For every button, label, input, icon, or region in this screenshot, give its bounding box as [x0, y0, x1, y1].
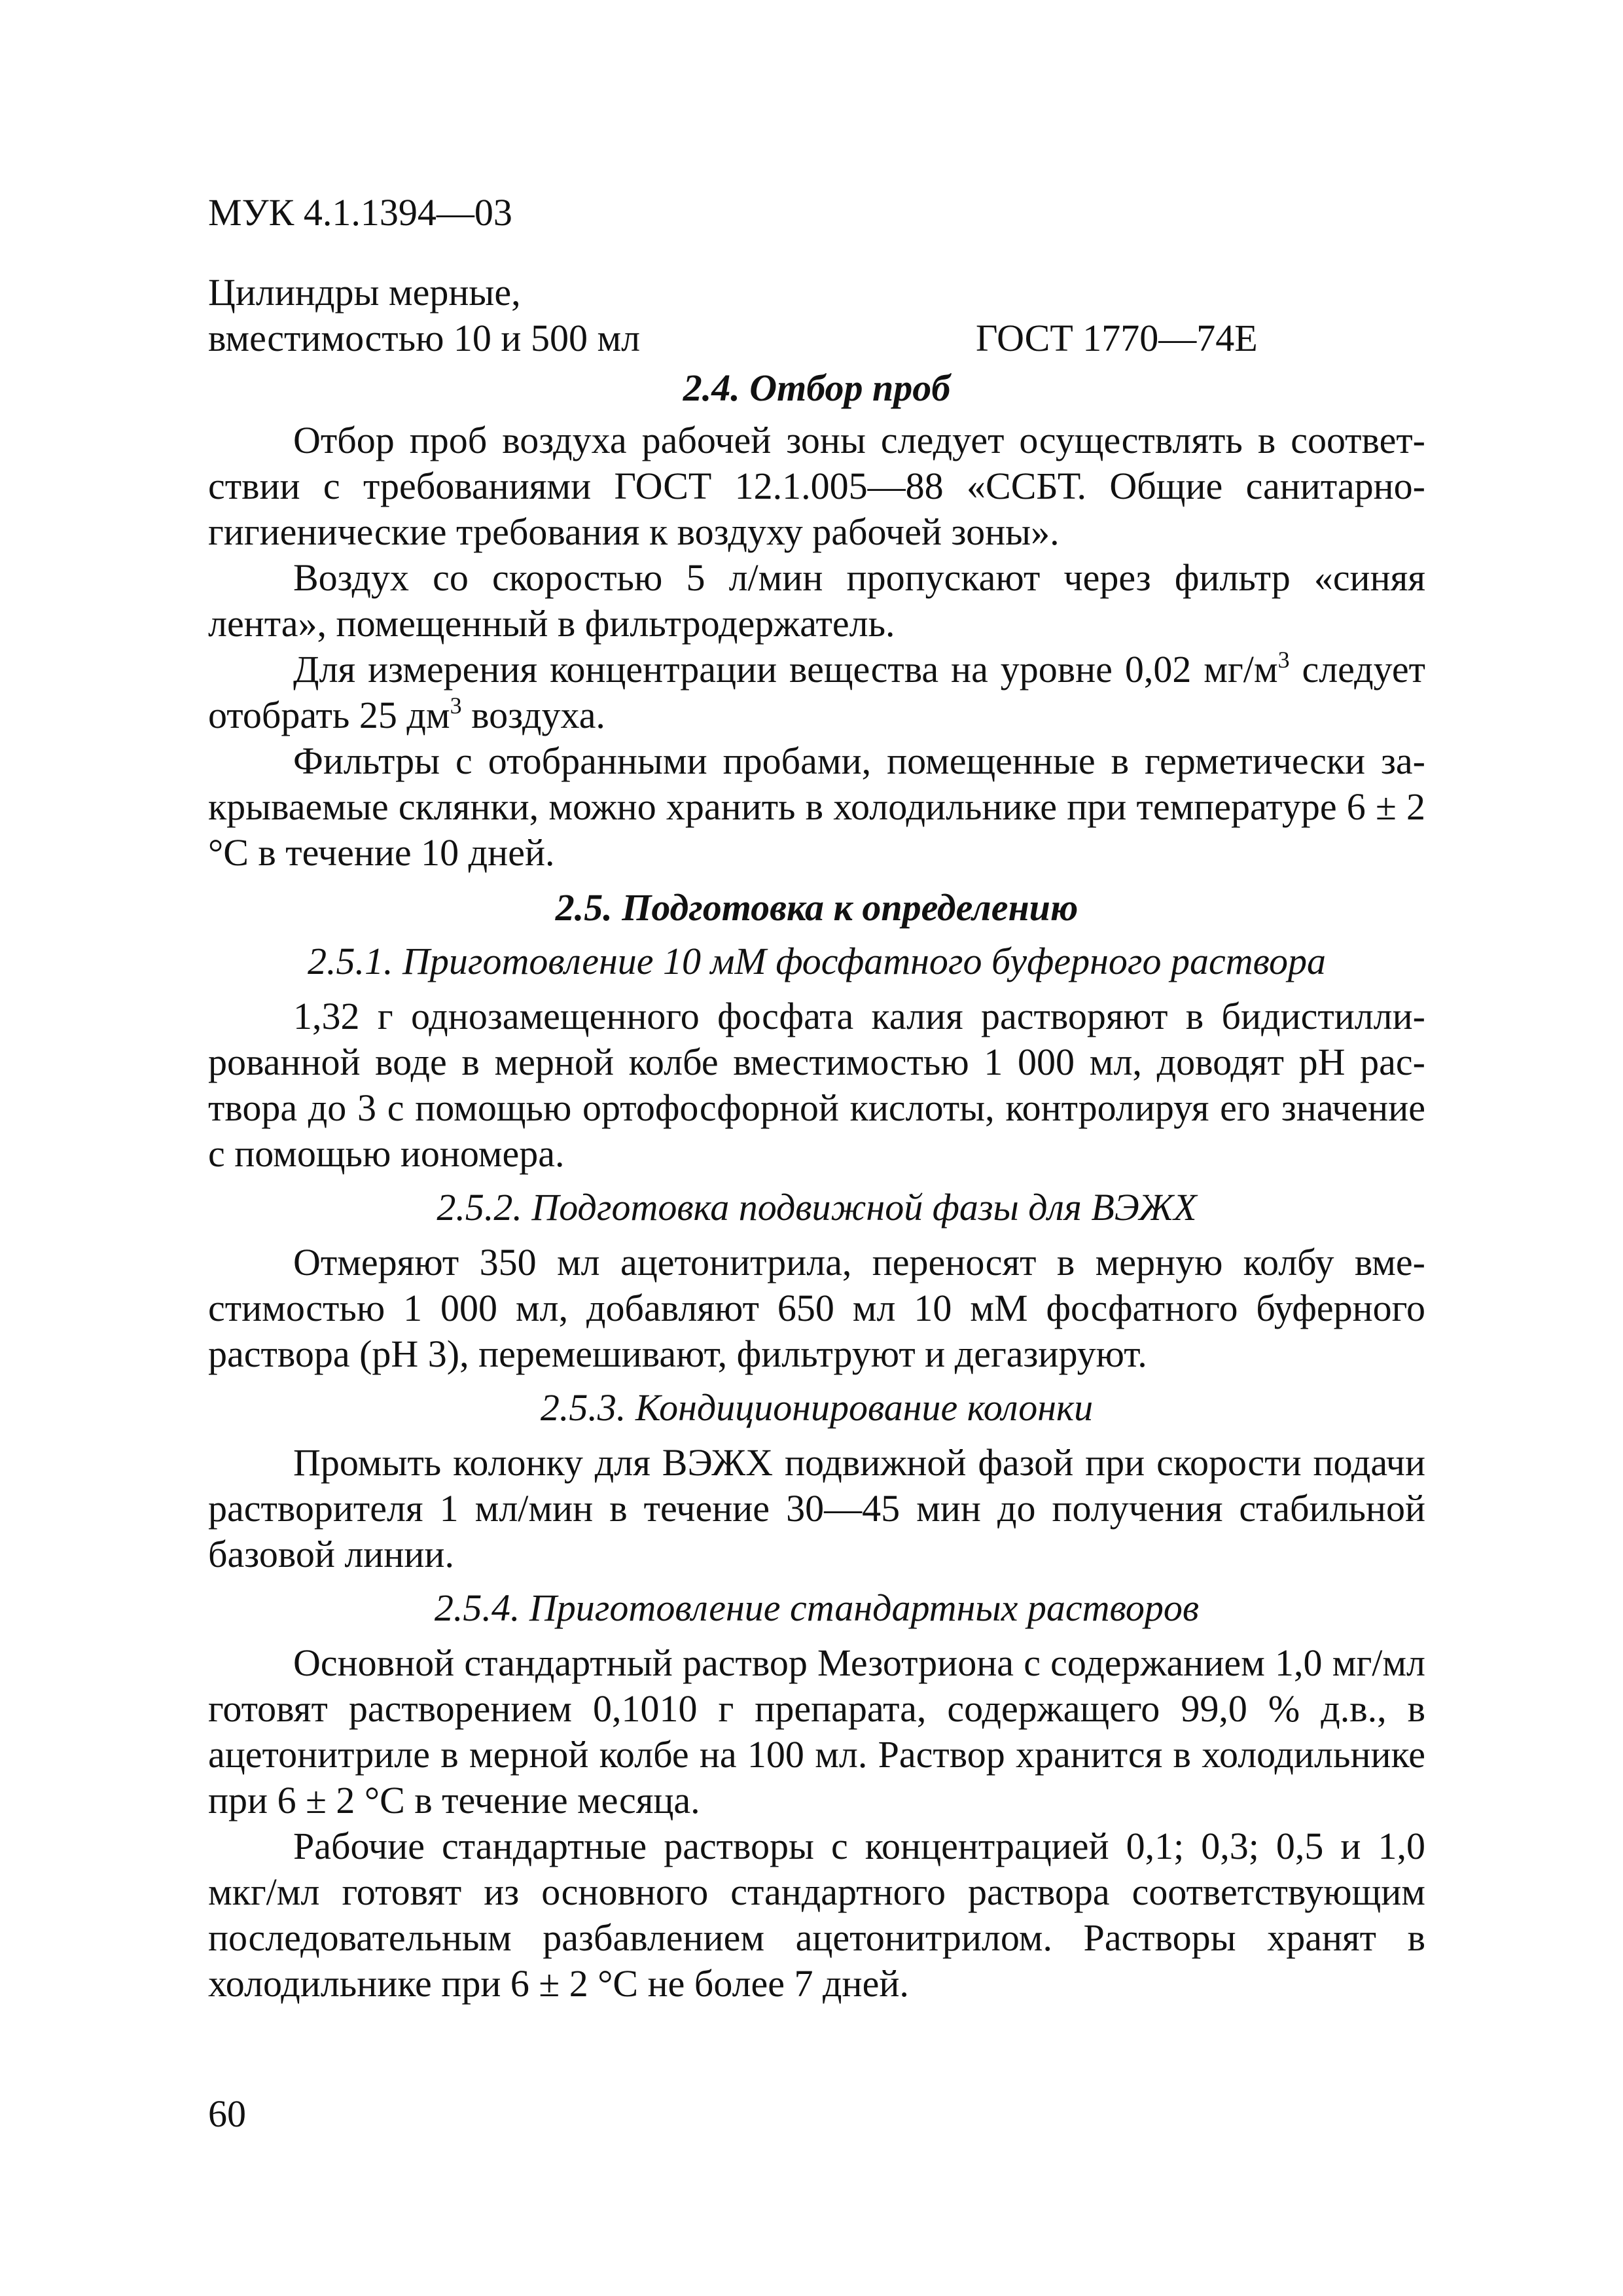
subsection-2-5-1-text: 1,32 г однозамещенного фосфата калия растворяют в бидистиллированной воде в мерной колбе вместимостью 1 000 мл, доводят рН раствора до 3 с помощью ортофосфорной кислоты, контролируя его значение с помощью иономера.	[208, 995, 1425, 1175]
section-2-4-paragraph-1: Отбор проб воздуха рабочей зоны следует осуществлять в соответствии с требованиями ГОСТ 12.1.005—88 «ССБТ. Общие санитарно-гигиенические требования к воздуху рабочей зоны».	[208, 419, 1425, 553]
section-2-5	[208, 885, 1425, 2007]
document-code-header: МУК 4.1.1394—03	[208, 191, 512, 234]
subsection-2-5-4-title: 2.5.4. Приготовление стандартных растворов	[434, 1587, 1200, 1629]
equipment-entry	[208, 270, 1425, 361]
subsection-2-5-1-title: 2.5.1. Приготовление 10 мМ фосфатного буферного раствора	[307, 940, 1327, 982]
p3-superscript-2: 3	[450, 692, 462, 719]
section-2-5-title: 2.5. Подготовка к определению	[555, 886, 1079, 929]
page-number: 60	[208, 2092, 246, 2135]
document-page	[208, 0, 1425, 2296]
section-2-4-paragraph-3	[208, 647, 1425, 738]
subsection-2-5-4-text-2: Рабочие стандартные растворы с концентрацией 0,1; 0,3; 0,5 и 1,0 мкг/мл готовят из основного стандартного раствора соответствующим последовательным разбавлением ацетонитрилом. Растворы хранят в холодильнике при 6 ± 2 °С не более 7 дней.	[208, 1825, 1425, 2005]
subsection-2-5-2-text: Отмеряют 350 мл ацетонитрила, переносят в мерную колбу вместимостью 1 000 мл, добавляют 650 мл 10 мМ фосфатного буферного раствора (рН 3), перемешивают, фильтруют и дегазируют.	[208, 1241, 1425, 1375]
equipment-name-line1: Цилиндры мерные,	[208, 271, 521, 314]
p3-text-a: Для измерения концентрации вещества на уровне 0,02 мг/м	[293, 648, 1278, 691]
subsection-2-5-3-title: 2.5.3. Кондиционирование колонки	[540, 1386, 1094, 1429]
equipment-name-line2: вместимостью 10 и 500 мл	[208, 317, 641, 359]
subsection-2-5-2-title: 2.5.2. Подготовка подвижной фазы для ВЭЖХ	[437, 1186, 1197, 1229]
equipment-gost: ГОСТ 1770—74Е	[976, 317, 1258, 359]
section-2-4-paragraph-2: Воздух со скоростью 5 л/мин пропускают через фильтр «синяя лента», помещенный в фильтродержатель.	[208, 556, 1425, 645]
p3-superscript-1: 3	[1277, 647, 1290, 673]
document-body	[208, 270, 1425, 2007]
subsection-2-5-3-text: Промыть колонку для ВЭЖХ подвижной фазой при скорости подачи растворителя 1 мл/мин в течение 30—45 мин до получения стабильной базовой линии.	[208, 1441, 1425, 1575]
section-2-4-title: 2.4. Отбор проб	[683, 367, 951, 409]
section-2-4-paragraph-4: Фильтры с отобранными пробами, помещенные в герметически закрываемые склянки, можно хранить в холодильнике при температуре 6 ± 2 °С в течение 10 дней.	[208, 740, 1425, 874]
equipment-name	[208, 270, 640, 361]
subsection-2-5-4-text-1: Основной стандартный раствор Мезотриона с содержанием 1,0 мг/мл готовят растворением 0,1010 г препарата, содержащего 99,0 % д.в., в ацетонитриле в мерной колбе на 100 мл. Раствор хранится в холодильнике при 6 ± 2 °С в течение месяца.	[208, 1641, 1425, 1821]
p3-text-c: воздуха.	[461, 694, 605, 736]
p3-text-b: следует отобрать 25 дм	[208, 648, 1425, 736]
